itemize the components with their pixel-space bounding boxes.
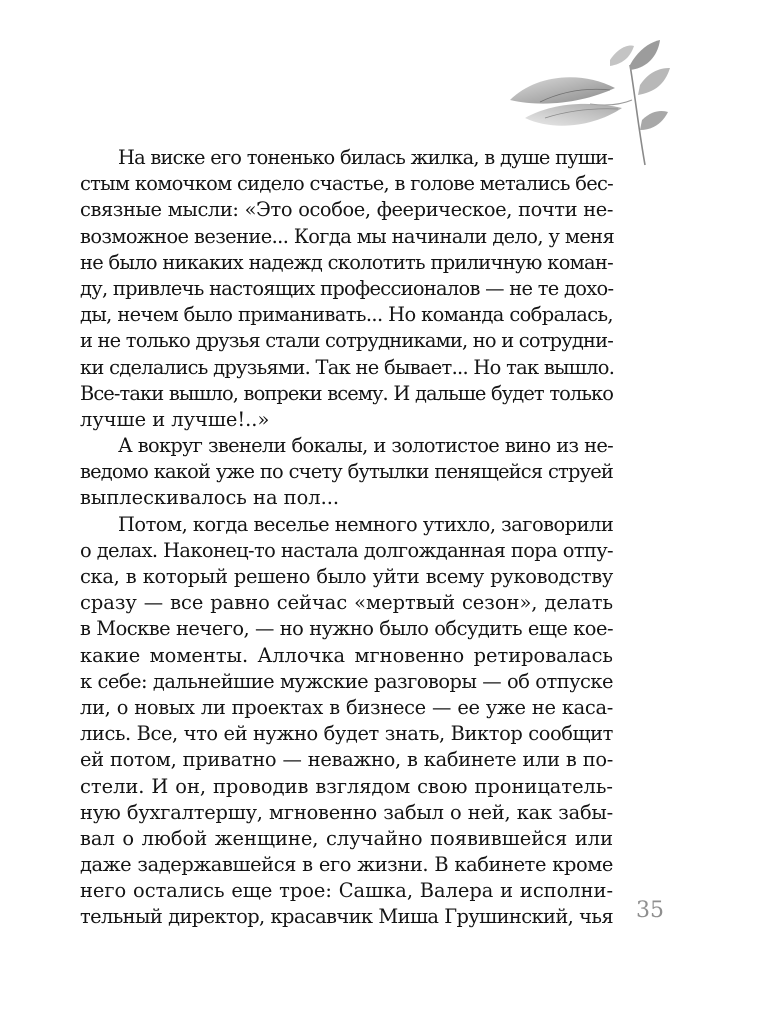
text-line: На виске его тоненько билась жилка, в душе пуши-: [118, 146, 613, 169]
text-line: к себе: дальнейшие мужские разговоры — об отпуске: [80, 669, 613, 693]
text-line: ды, нечем было приманивать... Но команда собралась,: [80, 303, 613, 327]
text-line: стели. И он, проводив взглядом свою проницатель-: [80, 774, 613, 798]
text-line: ли, о новых ли проектах в бизнесе — ее уже не каса-: [80, 695, 613, 719]
text-line: лись. Все, что ей нужно будет знать, Виктор сообщит: [80, 722, 613, 746]
text-line: и не только друзья стали сотрудниками, но и сотрудни-: [80, 329, 613, 353]
text-line: о делах. Наконец-то настала долгожданная пора отпу-: [80, 538, 613, 562]
text-line: ную бухгалтершу, мгновенно забыл о ней, как забы-: [80, 800, 613, 824]
text-line: А вокруг звенели бокалы, и золотистое вино из не-: [118, 434, 613, 458]
text-line: связные мысли: «Это особое, феерическое, почти не-: [80, 198, 613, 222]
body-text: [80, 145, 613, 931]
text-line: в Москве нечего, — но нужно было обсудить еще кое-: [80, 617, 613, 641]
text-line: ей потом, приватно — неважно, в кабинете или в по-: [80, 748, 613, 772]
text-line: него остались еще трое: Сашка, Валера и исполни-: [80, 879, 613, 903]
text-line: не было никаких надежд сколотить приличную коман-: [80, 250, 613, 274]
text-line: тельный директор, красавчик Миша Грушинский, чья: [80, 905, 613, 929]
text-line: выплескивалось на пол...: [80, 486, 340, 510]
text-line: возможное везение... Когда мы начинали дело, у меня: [80, 224, 615, 248]
text-line: ска, в который решено было уйти всему руководству: [80, 565, 613, 588]
text-line: даже задержавшейся в его жизни. В кабинете кроме: [80, 853, 613, 877]
text-line: какие моменты. Аллочка мгновенно ретировалась: [80, 643, 613, 667]
page-number: 35: [636, 898, 664, 923]
text-line: стым комочком сидело счастье, в голове метались бес-: [80, 172, 613, 196]
text-line: лучше и лучше!..»: [80, 407, 270, 431]
text-line: вал о любой женщине, случайно появившейся или: [80, 826, 613, 850]
text-line: сразу — все равно сейчас «мертвый сезон», делать: [80, 591, 613, 615]
text-line: ду, привлечь настоящих профессионалов — не те дохо-: [80, 276, 614, 300]
text-line: Потом, когда веселье немного утихло, заговорили: [118, 512, 614, 536]
text-line: ки сделались друзьями. Так не бывает... Но так вышло.: [80, 355, 615, 379]
text-line: Все-таки вышло, вопреки всему. И дальше будет только: [80, 381, 613, 405]
text-line: ведомо какой уже по счету бутылки пенящейся струей: [80, 460, 613, 484]
